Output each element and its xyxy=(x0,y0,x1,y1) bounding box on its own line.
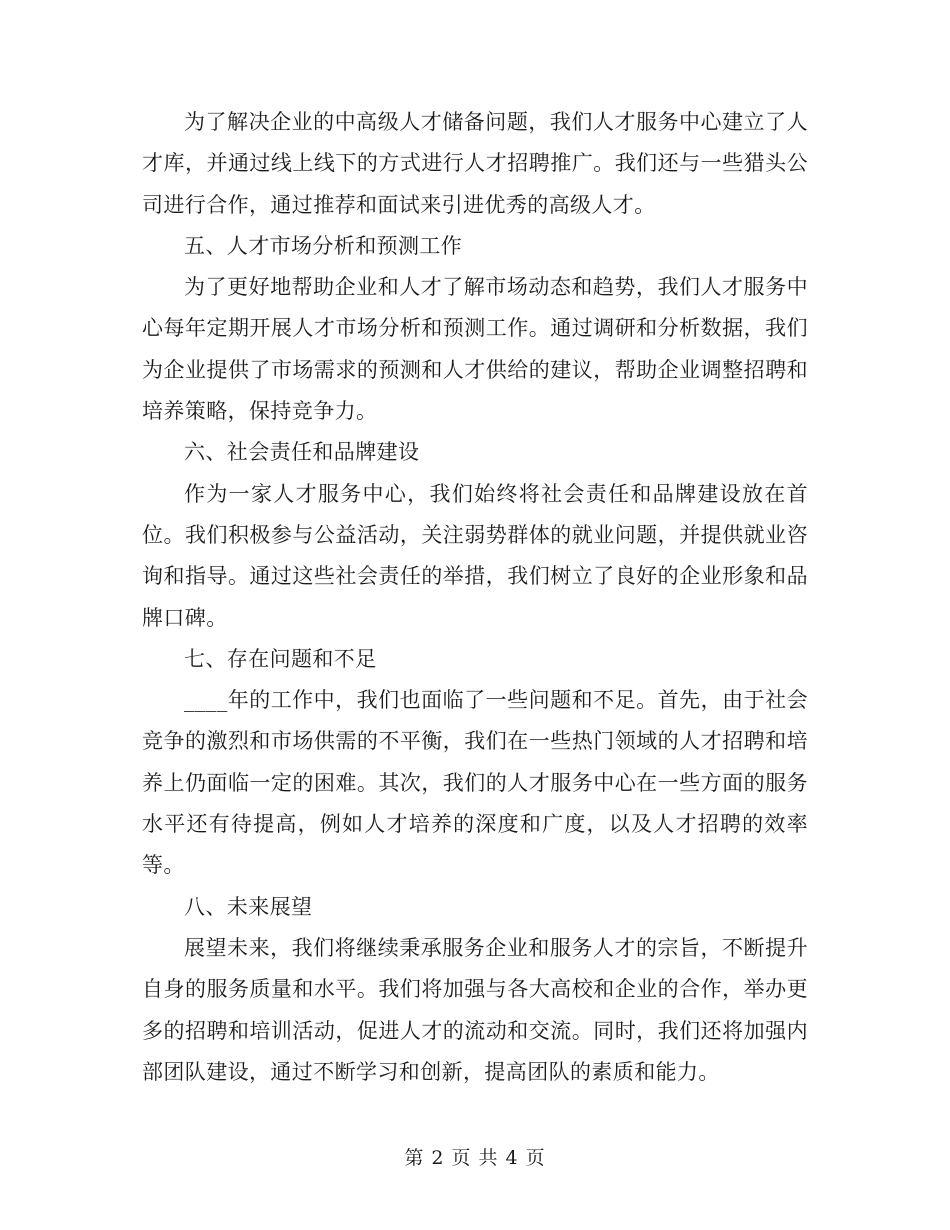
paragraph-talent-reserve: 为了解决企业的中高级人才储备问题，我们人才服务中心建立了人才库，并通过线上线下的方式进行人才招聘推广。我们还与一些猎头公司进行合作，通过推荐和面试来引进优秀的高级人才。 xyxy=(142,110,808,217)
section-heading-problems: 七、存在问题和不足 xyxy=(184,646,377,671)
document-body xyxy=(142,102,808,1093)
paragraph-problems: ____年的工作中，我们也面临了一些问题和不足。首先，由于社会竞争的激烈和市场供需的不平衡，我们在一些热门领域的人才招聘和培养上仍面临一定的困难。其次，我们的人才服务中心在一些方面的服务水平还有待提高，例如人才培养的深度和广度，以及人才招聘的效率等。 xyxy=(142,688,808,878)
page-number-footer: 第 2 页 共 4 页 xyxy=(404,1147,546,1169)
section-heading-social-responsibility: 六、社会责任和品牌建设 xyxy=(184,440,420,465)
paragraph-outlook: 展望未来，我们将继续秉承服务企业和服务人才的宗旨，不断提升自身的服务质量和水平。我们将加强与各大高校和企业的合作，举办更多的招聘和培训活动，促进人才的流动和交流。同时，我们还将加强内部团队建设，通过不断学习和创新，提高团队的素质和能力。 xyxy=(142,935,808,1084)
section-heading-market-analysis: 五、人才市场分析和预测工作 xyxy=(184,233,463,258)
paragraph-social-responsibility: 作为一家人才服务中心，我们始终将社会责任和品牌建设放在首位。我们积极参与公益活动，关注弱势群体的就业问题，并提供就业咨询和指导。通过这些社会责任的举措，我们树立了良好的企业形象和品牌口碑。 xyxy=(142,481,808,630)
section-heading-outlook: 八、未来展望 xyxy=(184,894,313,919)
paragraph-market-analysis: 为了更好地帮助企业和人才了解市场动态和趋势，我们人才服务中心每年定期开展人才市场分析和预测工作。通过调研和分析数据，我们为企业提供了市场需求的预测和人才供给的建议，帮助企业调整招聘和培养策略，保持竞争力。 xyxy=(142,275,808,424)
